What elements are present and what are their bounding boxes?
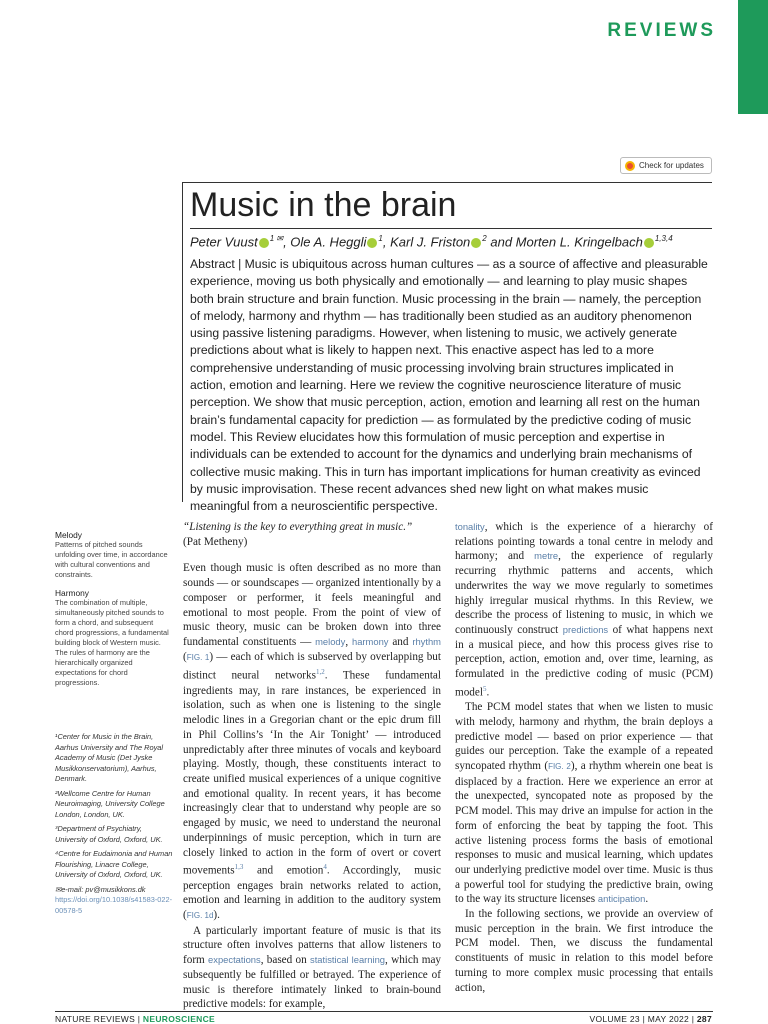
glossary-term: Melody	[55, 530, 82, 540]
author-name[interactable]: , Karl J. Friston	[382, 234, 471, 250]
affiliation: ⁴Centre for Eudaimonia and Human Flourishing, Linacre College, University of Oxford, Oxford, UK.	[55, 849, 173, 879]
author-affiliation: 1 ✉	[269, 234, 284, 243]
citation-link[interactable]: 1,3	[234, 863, 244, 872]
author-name[interactable]: , Ole A. Heggli	[283, 234, 367, 250]
title-rule-vertical	[182, 182, 183, 502]
epigraph-attribution: (Pat Metheny)	[183, 535, 248, 548]
citation-link[interactable]: 1,2	[315, 668, 325, 677]
page-number: 287	[696, 1014, 712, 1024]
glossary-link-melody[interactable]: melody	[315, 635, 346, 647]
figure-link[interactable]: FIG. 2	[548, 761, 571, 771]
crossmark-icon	[625, 161, 635, 171]
body-column-2	[455, 520, 713, 995]
author-name[interactable]: and Morten L. Kringelbach	[486, 234, 643, 250]
body-paragraph: tonality, which is the experience of a hierarchy of relations pointing towards a tonal centre in melody and harmony; and metre, the experience of regularly recurring rhythmic patterns and accents, which underwrites the way we move regularly to sometimes highly irregular musical rhythms. In this Review, we describe the process of listening to music, in which we continuously construct predictions of what happens next in a musical piece, and how this process gives rise to perception, action, emotion and, over time, learning, as formulated in the predictive coding of music (PCM) model$^5$.	[455, 521, 714, 699]
title-rule	[182, 182, 712, 183]
citation-link[interactable]: 4	[323, 863, 327, 872]
citation-link[interactable]: 5	[482, 684, 487, 693]
affiliation: ³Department of Psychiatry, University of Oxford, Oxford, UK.	[55, 824, 163, 844]
section-label: REVIEWS	[607, 20, 716, 41]
check-for-updates-label: Check for updates	[639, 161, 704, 170]
affiliation: ¹Center for Music in the Brain, Aarhus University and The Royal Academy of Music (Det Jyske Musikkonservatorium), Aarhus, Denmark.	[55, 732, 164, 783]
footer-rule	[55, 1011, 713, 1012]
author-affiliation: 1,3,4	[654, 234, 673, 243]
author-affiliation: 2	[482, 234, 487, 243]
epigraph-quote: “Listening is the key to everything great in music.”	[183, 521, 413, 533]
footer-volume: VOLUME 23 | MAY 2022 | 287	[589, 1014, 712, 1024]
abstract-label: Abstract |	[190, 257, 245, 271]
footer-journal: NATURE REVIEWS | NEUROSCIENCE	[55, 1014, 216, 1024]
footer-section: NEUROSCIENCE	[142, 1014, 216, 1024]
body-column-1	[183, 520, 441, 1012]
doi-link[interactable]: https://doi.org/10.1038/s41583-022-00578-5	[55, 895, 173, 915]
orcid-icon[interactable]	[644, 238, 654, 248]
author-list	[190, 234, 673, 249]
glossary-sidebar	[55, 528, 173, 696]
abstract	[190, 256, 710, 515]
abstract-text: Music is ubiquitous across human cultures — as a source of affective and pleasurable experience, moving us both physically and emotionally — and learning to play music shapes both brain structure and brain function. Music processing in the brain — namely, the perception of melody, harmony and rhythm — has traditionally been studied as an auditory phenomenon using passive listening paradigms. However, when listening to music, we actively generate predictions about what is likely to happen next. This enactive aspect has led to a more comprehensive understanding of music processing involving brain structures implicated in action, emotion and learning. Here we review the cognitive neuroscience literature of music perception. We show that music perception, action, emotion and learning all rest on the human brain’s fundamental capacity for prediction — as formulated by the predictive coding of music model. This Review elucidates how this formulation of music perception and expertise in individuals can be extended to account for the dynamics and underlying brain mechanisms of collective music making. This in turn has important implications for human creativity as evinced by music improvisation. These recent advances shed new light on what makes music meaningful from a neuroscientific perspective.	[190, 257, 708, 514]
glossary-definition: Patterns of pitched sounds unfolding over time, in accordance with cultural conventions and constraints.	[55, 540, 168, 579]
orcid-icon[interactable]	[367, 238, 377, 248]
affiliations	[55, 732, 175, 920]
figure-link[interactable]: FIG. 1	[186, 652, 210, 662]
orcid-icon[interactable]	[259, 238, 269, 248]
section-tab	[738, 0, 768, 114]
body-paragraph: In the following sections, we provide an overview of music perception in the brain. We first introduce the PCM model. Then, we discuss the fundamental constituents of music in relation to this model before turning to more complex music processing that entails action,	[455, 908, 713, 994]
author-affiliation: 1	[378, 234, 383, 243]
glossary-link-harmony[interactable]: harmony	[352, 635, 389, 647]
glossary-link-statistical-learning[interactable]: statistical learning	[310, 954, 386, 966]
orcid-icon[interactable]	[471, 238, 481, 248]
glossary-link-predictions[interactable]: predictions	[562, 623, 609, 635]
body-paragraph: The PCM model states that when we listen to music with melody, harmony and rhythm, the brain deploys a predictive model — based on prior experience — that guides our perception. Take the example of a repeated syncopated rhythm (FIG. 2), a rhythm wherein one beat is displaced by a fraction. Here we experience an error at the unexpected, syncopated note as proposed by the PCM model. This may drive an impulse for action in the form of enforcing the beat by tapping the foot. This active listening process forms the basis of emotional responses to music and musical learning, which updates our underlying predictive model over time. Music is thus a powerful tool for studying the predictive brain, owing to the way its structure licenses anticipation.	[455, 701, 713, 906]
author-name[interactable]: Peter Vuust	[190, 234, 258, 250]
glossary-link-metre[interactable]: metre	[534, 550, 559, 562]
glossary-term: Harmony	[55, 588, 89, 598]
glossary-link-tonality[interactable]: tonality	[455, 521, 485, 532]
email-link[interactable]: ✉e-mail: pv@musikkons.dk	[55, 884, 146, 894]
body-paragraph: Even though music is often described as no more than sounds — or soundscapes — organized intentionally by a composer or performer, it feels meaningful and emotional to most people. From the point of view of music theory, music can be broken down into three fundamental constituents — melody, harmony and rhythm (FIG. 1) — each of which is subserved by overlapping but distinct neural networks$^{1,2}$. These fundamental ingredients may, in rare instances, be experienced in isolation, such as when one is listening to the single melodic lines in a Gregorian chant or the epic drum fill in Phil Collins’s ‘In the Air Tonight’ — introduced unpredictably after three minutes of vocals and keyboard playing. Mostly, though, these constituents interact to create unified musical experiences of a unique cognitive and emotional quality. In recent years, it has become increasingly clear that to understand why people are so engaged by music, we need to understand the neuronal underpinnings of music perception, which in turn are closely linked to action in the form of overt or covert movements$^{1,3}$ and emotion$^4$. Accordingly, music perception engages brain networks related to action, emotion and learning in addition to the auditory system (FIG. 1d).	[183, 562, 441, 922]
body-paragraph: A particularly important feature of music is that its structure often involves patterns that allow listeners to form expectations, based on statistical learning, which may subsequently be fulfilled or betrayed. The experience of music is therefore intimately linked to brain-bound predictive models: for example,	[183, 924, 442, 1011]
check-for-updates-button[interactable]	[620, 157, 712, 174]
figure-link[interactable]: FIG. 1d	[186, 911, 214, 921]
glossary-link-expectations[interactable]: expectations	[208, 954, 261, 966]
affiliation: ²Wellcome Centre for Human Neuroimaging, University College London, London, UK.	[55, 788, 165, 819]
glossary-link-rhythm[interactable]: rhythm	[412, 635, 441, 647]
article-title: Music in the brain	[190, 186, 457, 224]
glossary-link-anticipation[interactable]: anticipation	[597, 893, 646, 905]
title-underline	[190, 228, 712, 229]
glossary-definition: The combination of multiple, simultaneously pitched sounds to form a chord, and subsequent chord progressions, a fundamental building block of Western music. The rules of harmony are the hierarchically organized expectations for chord progressions.	[55, 598, 169, 687]
